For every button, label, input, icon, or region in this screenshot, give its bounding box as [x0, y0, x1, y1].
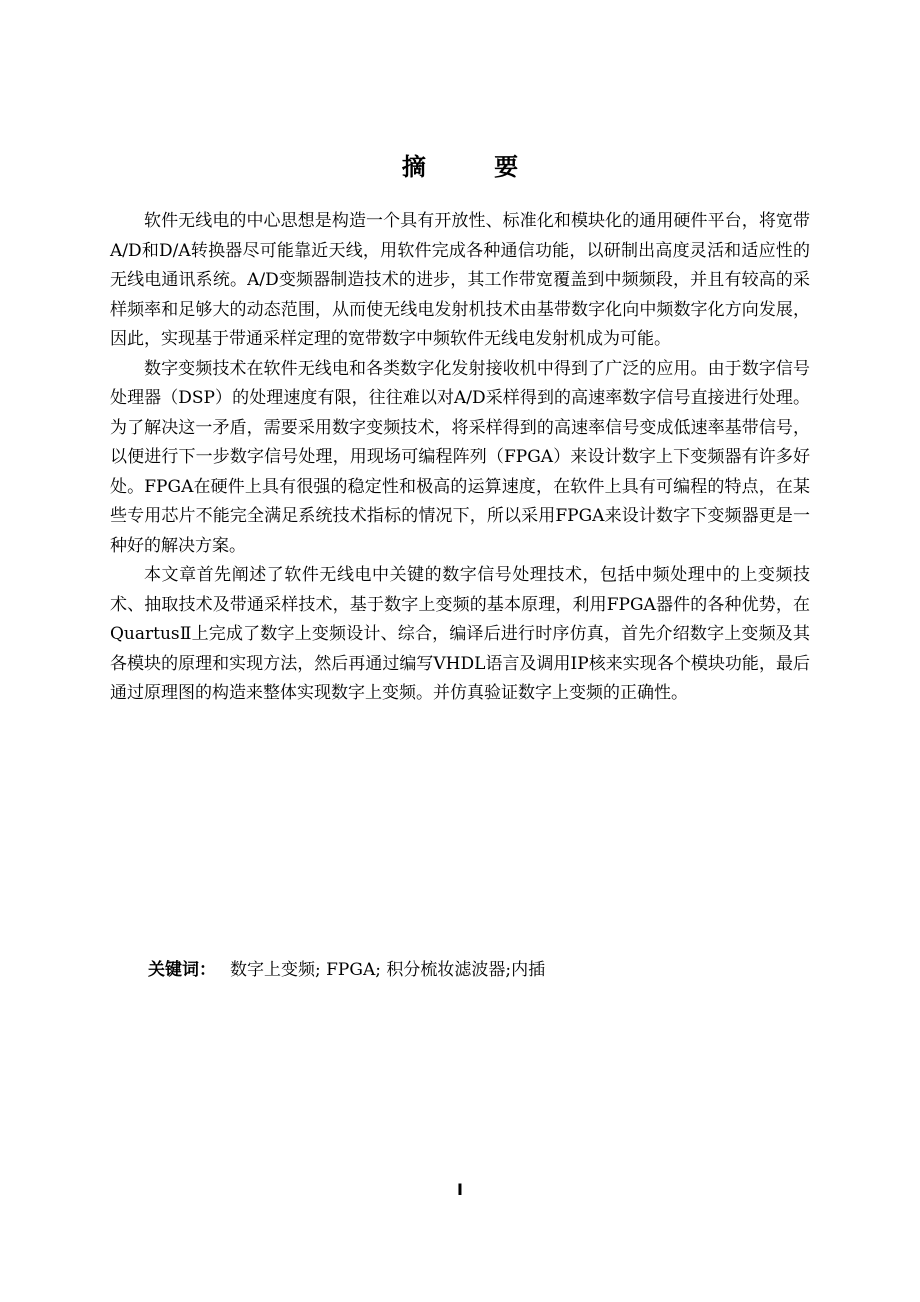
abstract-paragraph-2: 数字变频技术在软件无线电和各类数字化发射接收机中得到了广泛的应用。由于数字信号处理器（DSP）的处理速度有限，往往难以对A/D采样得到的高速率数字信号直接进行处理。为了解决这一矛盾，需要采用数字变频技术，将采样得到的高速率信号变成低速率基带信号，以便进行下一步数字信号处理，用现场可编程阵列（FPGA）来设计数字上下变频器有许多好处。FPGA在硬件上具有很强的稳定性和极高的运算速度，在软件上具有可编程的特点，在某些专用芯片不能完全满足系统技术指标的情况下，所以采用FPGA来设计数字下变频器更是一种好的解决方案。: [110, 358, 810, 556]
page-title: 摘 要: [401, 153, 549, 181]
keywords-label: 关键词：: [148, 960, 216, 980]
page-number: I: [457, 1180, 463, 1199]
keywords-line: [148, 957, 545, 983]
keywords-value: 数字上变频; FPGA; 积分梳妆滤波器;内插: [230, 960, 546, 980]
abstract-paragraph-3: 本文章首先阐述了软件无线电中关键的数字信号处理技术，包括中频处理中的上变频技术、抽取技术及带通采样技术，基于数字上变频的基本原理，利用FPGA器件的各种优势，在QuartusⅡ上完成了数字上变频设计、综合，编译后进行时序仿真，首先介绍数字上变频及其各模块的原理和实现方法，然后再通过编写VHDL语言及调用IP核来实现各个模块功能，最后通过原理图的构造来整体实现数字上变频。并仿真验证数字上变频的正确性。: [110, 565, 810, 703]
abstract-paragraph-1: 软件无线电的中心思想是构造一个具有开放性、标准化和模块化的通用硬件平台，将宽带A/D和D/A转换器尽可能靠近天线，用软件完成各种通信功能，以研制出高度灵活和适应性的无线电通讯系统。A/D变频器制造技术的进步，其工作带宽覆盖到中频频段，并且有较高的采样频率和足够大的动态范围，从而使无线电发射机技术由基带数字化向中频数字化方向发展，因此，实现基于带通采样定理的宽带数字中频软件无线电发射机成为可能。: [110, 211, 810, 349]
abstract-body: [110, 207, 810, 709]
